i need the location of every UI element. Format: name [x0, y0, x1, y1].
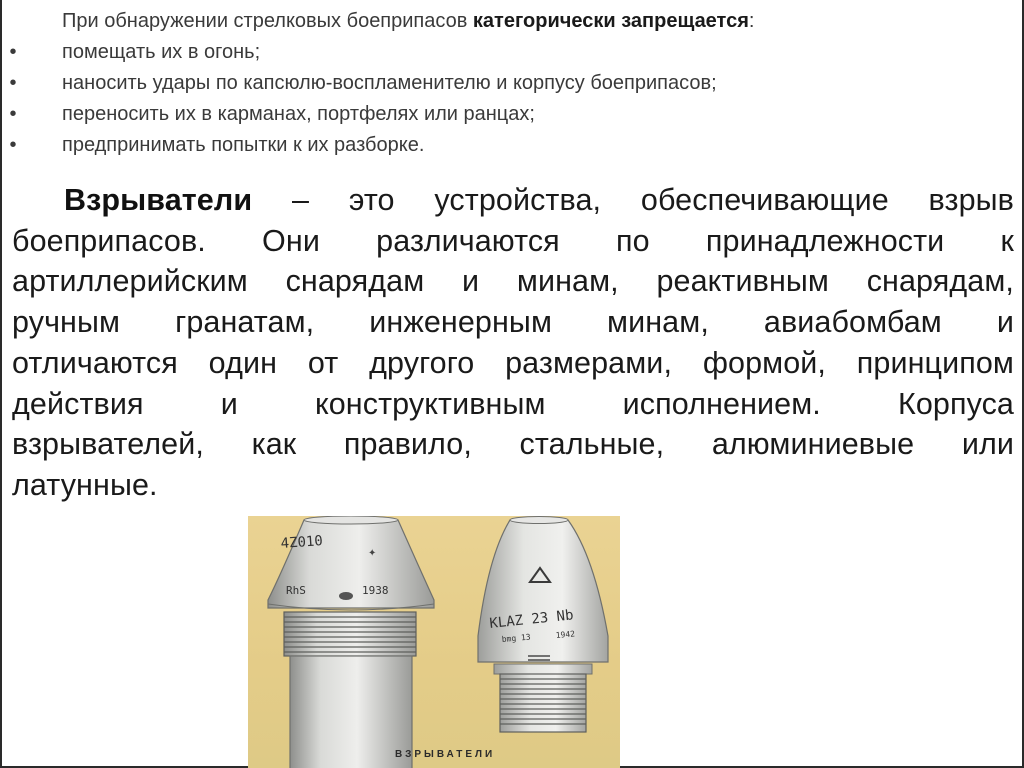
intro-lead: При обнаружении стрелковых боеприпасов	[62, 10, 473, 32]
list-item-text: предпринимать попытки к их разборке.	[62, 134, 425, 156]
left-fuze-hole	[339, 592, 353, 600]
paragraph-line: латунные.	[12, 467, 158, 502]
bullet-mark: •	[9, 41, 17, 63]
right-fuze-sub: bmg 13	[501, 632, 531, 644]
paragraph-line: артиллерийским снарядам и минам, реактивным снарядам,	[12, 264, 1014, 299]
fuzes-photo	[248, 516, 620, 768]
intro-tail: :	[748, 10, 755, 32]
bullet-mark: •	[9, 103, 17, 125]
list-item-text: помещать их в огонь;	[62, 41, 261, 63]
left-fuze-marking: 4Z010	[280, 533, 324, 552]
list-item	[8, 130, 1008, 161]
left-fuze-year: 1938	[362, 584, 389, 597]
list-item-text: наносить удары по капсюлю-воспламенителю и корпусу боеприпасов;	[62, 72, 717, 94]
warnings-section	[8, 6, 1008, 161]
paragraph-line: отличаются один от другого размерами, формой, принципом	[12, 345, 1014, 380]
paragraph-line: ручным гранатам, инженерным минам, авиабомбам и	[12, 305, 1014, 340]
right-fuze	[478, 517, 608, 733]
list-item	[8, 37, 1008, 68]
list-item	[8, 68, 1008, 99]
paragraph-line	[12, 180, 1014, 221]
bullet-mark: •	[9, 134, 17, 156]
paragraph-term: Взрыватели	[64, 183, 253, 217]
list-item-text: переносить их в карманах, портфелях или ранцах;	[62, 103, 535, 125]
left-fuze-sub: RhS	[286, 584, 306, 597]
fuze-definition-paragraph	[12, 180, 1014, 506]
paragraph-line: взрывателей, как правило, стальные, алюминиевые или	[12, 427, 1014, 462]
svg-text:✦: ✦	[368, 548, 377, 559]
intro-line	[62, 6, 1008, 37]
warning-list	[8, 37, 1008, 161]
fuzes-illustration	[248, 516, 620, 768]
bullet-mark: •	[9, 72, 17, 94]
right-fuze-year: 1942	[555, 629, 576, 640]
right-fuze-marking: KLAZ 23 Nb	[488, 607, 575, 632]
paragraph-text: – это устройства, обеспечивающие взрыв	[252, 183, 1014, 217]
paragraph-line: действия и конструктивным исполнением. Корпуса	[12, 386, 1014, 421]
photo-caption: ВЗРЫВАТЕЛИ	[395, 749, 496, 760]
left-fuze	[268, 516, 434, 768]
intro-emphasis: категорически запрещается	[472, 10, 749, 32]
paragraph-line: боеприпасов. Они различаются по принадлежности к	[12, 223, 1014, 258]
list-item	[8, 99, 1008, 130]
